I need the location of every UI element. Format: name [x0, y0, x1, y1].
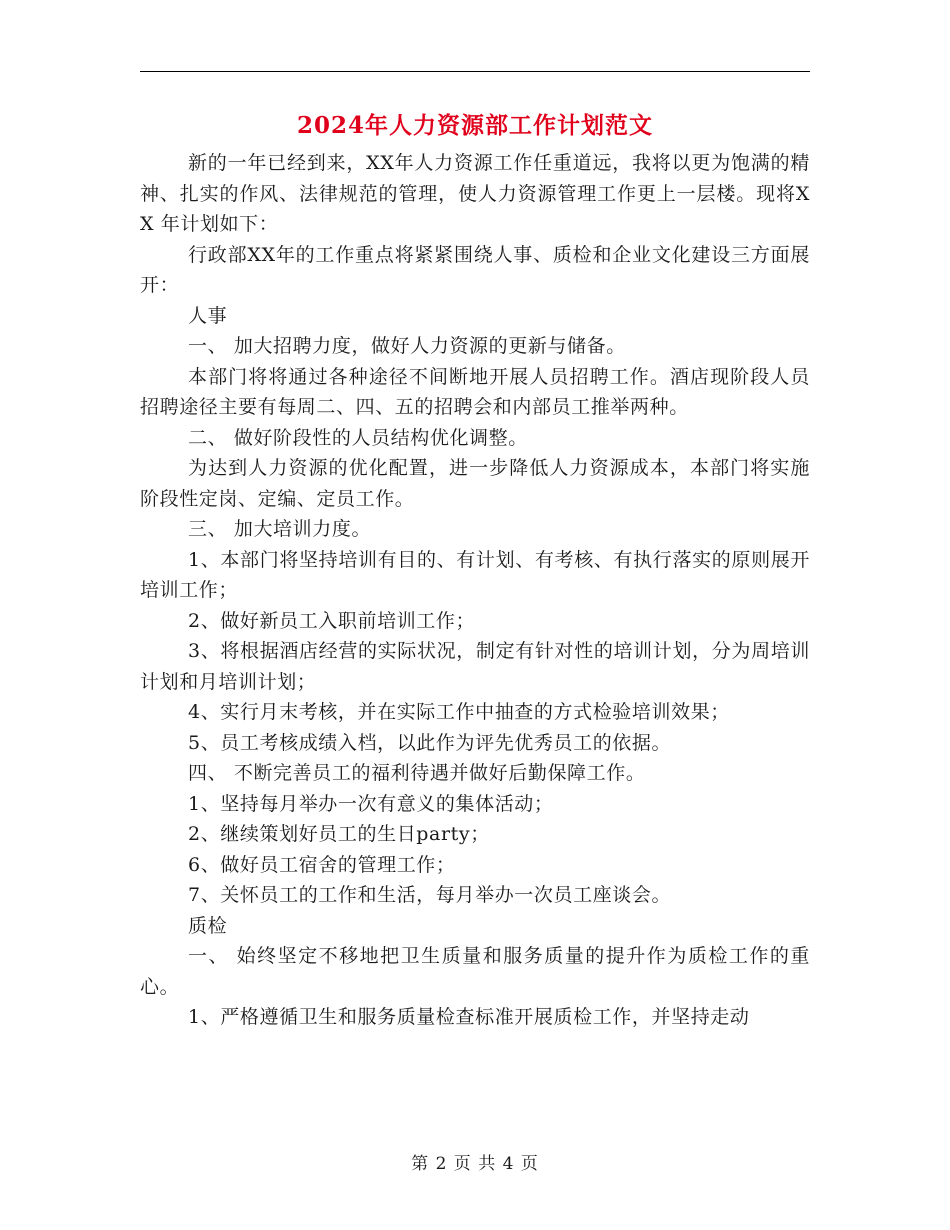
paragraph: 本部门将将通过各种途径不间断地开展人员招聘工作。酒店现阶段人员招聘途径主要有每周二、四、五的招聘会和内部员工推举两种。: [140, 365, 810, 418]
list-item: 5、员工考核成绩入档，以此作为评先优秀员工的依据。: [188, 731, 672, 754]
section-heading-personnel: 人事: [188, 304, 228, 327]
header-rule: [140, 71, 810, 72]
page-number: 第 2 页 共 4 页: [411, 1154, 539, 1174]
list-item: 1、严格遵循卫生和服务质量检查标准开展质检工作，并坚持走动: [188, 1006, 750, 1028]
list-item: 2、继续策划好员工的生日party；: [188, 823, 490, 845]
paragraph: 四、 不断完善员工的福利待遇并做好后勤保障工作。: [188, 762, 646, 784]
paragraph: 一、 始终坚定不移地把卫生质量和服务质量的提升作为质检工作的重心。: [140, 945, 810, 998]
paragraph: 一、 加大招聘力度，做好人力资源的更新与储备。: [188, 335, 626, 357]
document-title: 2024年人力资源部工作计划范文: [296, 112, 653, 139]
document-body: [140, 148, 810, 1033]
list-item: 1、坚持每月举办一次有意义的集体活动；: [188, 792, 554, 815]
paragraph: 新的一年已经到来，XX年人力资源工作任重道远，我将以更为饱满的精神、扎实的作风、法律规范的管理，使人力资源管理工作更上一层楼。现将XX 年计划如下：: [140, 152, 810, 235]
list-item: 2、做好新员工入职前培训工作；: [188, 609, 476, 632]
list-item: 1、本部门将坚持培训有目的、有计划、有考核、有执行落实的原则展开培训工作；: [140, 548, 810, 601]
paragraph: 为达到人力资源的优化配置，进一步降低人力资源成本，本部门将实施阶段性定岗、定编、定员工作。: [140, 457, 810, 510]
list-item: 4、实行月末考核，并在实际工作中抽查的方式检验培训效果；: [188, 701, 730, 723]
list-item: 6、做好员工宿舍的管理工作；: [188, 853, 456, 876]
paragraph: 二、 做好阶段性的人员结构优化调整。: [188, 426, 528, 449]
paragraph: 三、 加大培训力度。: [188, 518, 372, 540]
list-item: 7、关怀员工的工作和生活，每月举办一次员工座谈会。: [188, 884, 672, 906]
list-item: 3、将根据酒店经营的实际状况，制定有针对性的培训计划，分为周培训计划和月培训计划；: [140, 640, 810, 693]
paragraph: 行政部XX年的工作重点将紧紧围绕人事、质检和企业文化建设三方面展开：: [140, 243, 810, 296]
section-heading-quality: 质检: [188, 914, 228, 937]
